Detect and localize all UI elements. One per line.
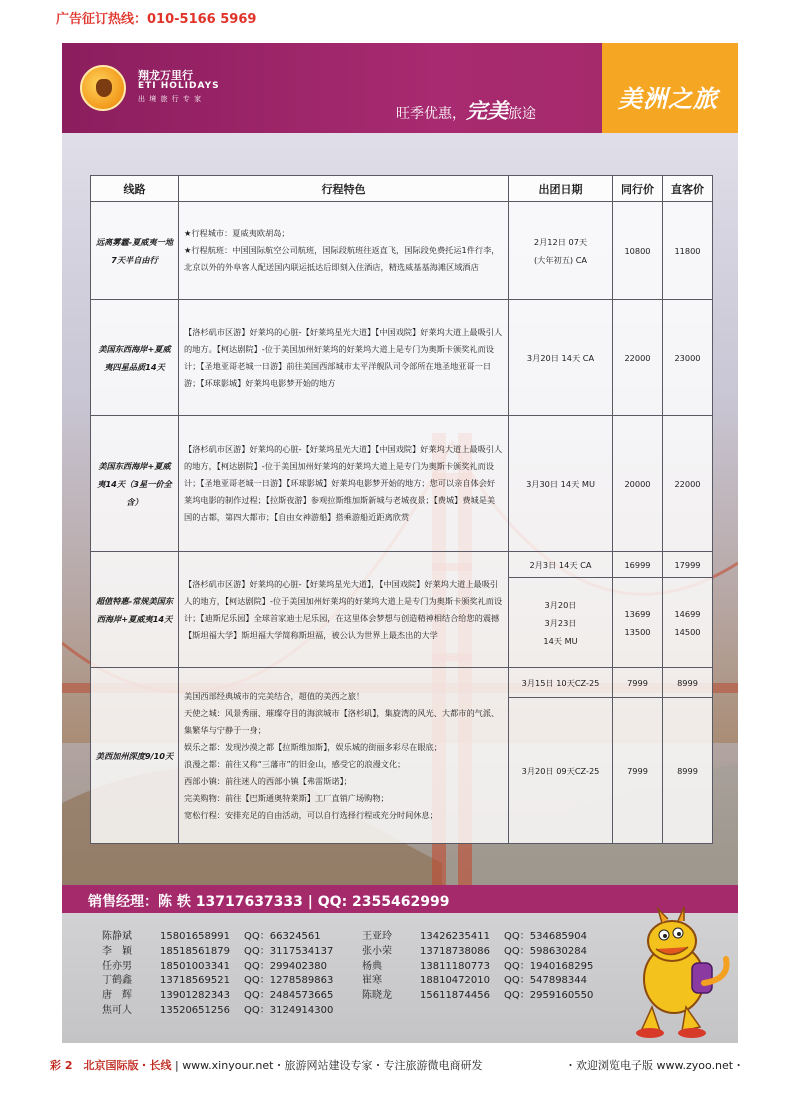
direct-price: 17999 bbox=[663, 552, 713, 578]
header-peer-price: 同行价 bbox=[613, 176, 663, 202]
direct-price: 8999 bbox=[663, 668, 713, 698]
brochure-page bbox=[62, 43, 738, 1043]
peer-price: 13699 13500 bbox=[613, 578, 663, 668]
header-feature: 行程特色 bbox=[179, 176, 509, 202]
logo-subtitle: 出 境 旅 行 专 家 bbox=[138, 95, 203, 103]
departure-date: 2月3日 14天 CA bbox=[509, 552, 613, 578]
table-header-row bbox=[91, 176, 713, 202]
direct-price: 23000 bbox=[663, 300, 713, 416]
header-direct-price: 直客价 bbox=[663, 176, 713, 202]
route-detail: ★行程城市：夏威夷欧胡岛； ★行程航班：中国国际航空公司航班，国际段航班往返直飞，国际段免费托运1件行李，北京以外的外阜客人配送国内联运抵达后即刻入住酒店，精选威基基海滩区域酒店 bbox=[179, 202, 509, 300]
departure-date: 3月20日 3月23日 14天 MU bbox=[509, 578, 613, 668]
direct-price: 11800 bbox=[663, 202, 713, 300]
route-name: 远离雾霾-夏威夷一地7天半自由行 bbox=[91, 202, 179, 300]
route-detail: 【洛杉矶市区游】好莱坞的心脏-【好莱坞星光大道】【中国戏院】好莱坞大道上最吸引人的地方。【柯达剧院】-位于美国加州好莱坞的好莱坞大道上是专门为奥斯卡颁奖礼而设计；【圣地亚哥老城一日游】前往美国西部城市太平洋舰队司令部所在地圣地亚哥一日游；【环球影城】好莱坞电影梦开始的地方 bbox=[179, 300, 509, 416]
header-route: 线路 bbox=[91, 176, 179, 202]
dragon-mascot-icon bbox=[612, 883, 738, 1043]
route-detail: 美国西部经典城市的完美结合，超值的美西之旅！ 天使之城：风景秀丽、璀璨夺目的海滨城市【洛杉矶】，集旋湾的风光、大都市的气派、集繁华与宁静于一身； 娱乐之都：发现沙漠之都【拉斯维加斯】，娱乐城的街丽多彩尽在眼底； 浪漫之都：前往又称“三藩市”的旧金山，感受它的浪漫文化； 西部小镇：前往迷人的西部小镇【弗雷斯诺】； 完美购物：前往【巴斯通奥特莱斯】工厂直销广场购物； 宽松行程：安排充足的自由活动，可以自行选择行程或充分时间休息； bbox=[179, 668, 509, 844]
table-row bbox=[91, 416, 713, 552]
table-row bbox=[91, 300, 713, 416]
direct-price: 22000 bbox=[663, 416, 713, 552]
peer-price: 20000 bbox=[613, 416, 663, 552]
route-detail: 【洛杉矶市区游】好莱坞的心脏-【好莱坞星光大道】【中国戏院】好莱坞大道上最吸引人的地方，【柯达剧院】-位于美国加州好莱坞的好莱坞大道上是专门为奥斯卡颁奖礼而设计；【圣地亚哥老城一日游】【环球影城】好莱坞电影梦开始的地方；您可以亲自体会好莱坞电影的制作过程；【拉斯夜游】参观拉斯维加斯新城与老城夜景；【费城】费城是美国的古都，第四大都市；【自由女神游船】搭乘游船近距离欣赏 bbox=[179, 416, 509, 552]
route-name: 美国东西海岸+夏威夷14天（3星一价全含） bbox=[91, 416, 179, 552]
table-row bbox=[91, 552, 713, 578]
routes-table bbox=[90, 175, 713, 844]
peer-price: 7999 bbox=[613, 668, 663, 698]
contact-qq-left: QQ：66324561 QQ：3117534137 QQ：299402380 QQ：1278589863 QQ：2484573665 QQ：3124914300 bbox=[244, 931, 334, 1016]
departure-date: 3月15日 10天CZ-25 bbox=[509, 668, 613, 698]
contact-phones-left: 15801658991 18518561879 18501003341 13718569521 13901282343 13520651256 bbox=[160, 931, 230, 1016]
contact-names-left: 陈静斌 李 颖 任亦男 丁鹤鑫 唐 辉 焦可人 bbox=[102, 931, 132, 1016]
peer-price: 7999 bbox=[613, 698, 663, 844]
header-date: 出团日期 bbox=[509, 176, 613, 202]
route-title: 美洲之旅 bbox=[618, 85, 718, 113]
footer-right: ・欢迎浏览电子版 www.zyoo.net・ bbox=[565, 1059, 745, 1072]
route-name: 美西加州深度9/10天 bbox=[91, 668, 179, 844]
departure-date: 3月20日 09天CZ-25 bbox=[509, 698, 613, 844]
ad-hotline: 广告征订热线：010-5166 5969 bbox=[56, 12, 257, 27]
departure-date: 2月12日 07天 (大年初五) CA bbox=[509, 202, 613, 300]
table-row bbox=[91, 668, 713, 698]
logo-chinese: 翔龙万里行 bbox=[138, 69, 193, 82]
peer-price: 10800 bbox=[613, 202, 663, 300]
table-row bbox=[91, 202, 713, 300]
slogan: 旺季优惠，完美旅途 bbox=[396, 99, 536, 123]
footer-left: 彩 2 北京国际版・长线 | www.xinyour.net・旅游网站建设专家・专注旅游微电商研发 bbox=[50, 1059, 483, 1072]
peer-price: 22000 bbox=[613, 300, 663, 416]
contact-phones-right: 13426235411 13718738086 13811180773 18810472010 15611874456 bbox=[420, 931, 490, 1002]
contact-names-right: 王亚玲 张小荣 杨典 崔寒 陈晓龙 bbox=[362, 931, 392, 1002]
direct-price: 8999 bbox=[663, 698, 713, 844]
peer-price: 16999 bbox=[613, 552, 663, 578]
sales-manager: 销售经理：陈 轶 13717637333 | QQ: 2355462999 bbox=[88, 894, 450, 910]
departure-date: 3月20日 14天 CA bbox=[509, 300, 613, 416]
departure-date: 3月30日 14天 MU bbox=[509, 416, 613, 552]
route-name: 超值特惠-常规美国东西海岸+夏威夷14天 bbox=[91, 552, 179, 668]
contact-qq-right: QQ：534685904 QQ：598630284 QQ：1940168295 QQ：547898344 QQ：2959160550 bbox=[504, 931, 594, 1002]
direct-price: 14699 14500 bbox=[663, 578, 713, 668]
route-detail: 【洛杉矶市区游】好莱坞的心脏-【好莱坞星光大道】，【中国戏院】好莱坞大道上最吸引人的地方，【柯达剧院】-位于美国加州好莱坞的好莱坞大道上是专门为奥斯卡颁奖礼而设计；【迪斯尼乐园】全球首家迪士尼乐园，在这里体会梦想与创造精神相结合给您的震撼【斯坦福大学】斯坦福大学简称斯坦福，被公认为世界上最杰出的大学 bbox=[179, 552, 509, 668]
logo-english: ETI HOLIDAYS bbox=[138, 81, 220, 91]
dragon-logo-icon bbox=[80, 65, 126, 111]
route-name: 美国东西海岸+夏威夷四星品质14天 bbox=[91, 300, 179, 416]
